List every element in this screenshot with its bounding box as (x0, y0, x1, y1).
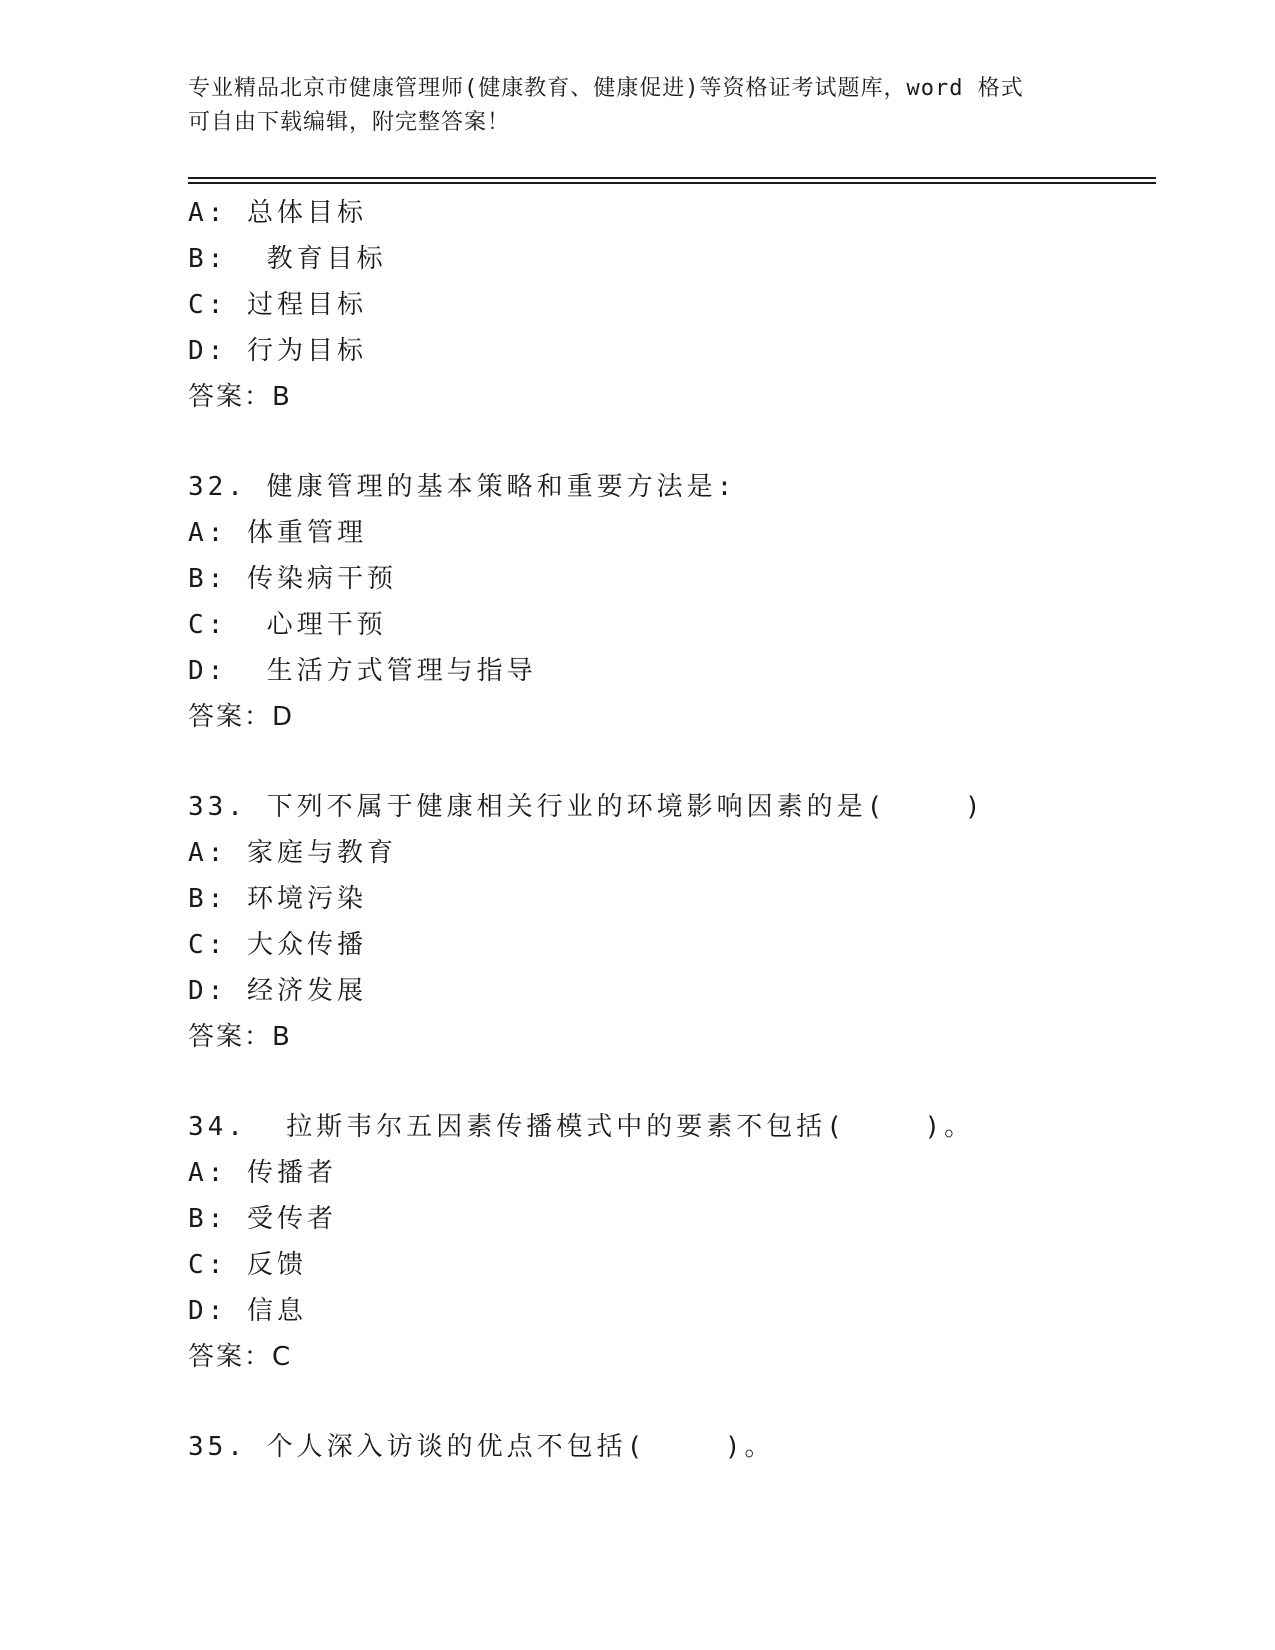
option-c: C: 大众传播 (188, 930, 367, 960)
question-35 (188, 1424, 1148, 1470)
option-a: A: 总体目标 (188, 198, 367, 228)
spacer (188, 1060, 1148, 1104)
option-d: D: 经济发展 (188, 976, 367, 1006)
header-line-2: 可自由下载编辑，附完整答案！ (188, 110, 511, 135)
option-c: C: 过程目标 (188, 290, 367, 320)
option-a: A: 家庭与教育 (188, 838, 397, 868)
spacer (188, 420, 1148, 464)
question-34 (188, 1104, 1148, 1380)
question-list (188, 190, 1148, 1470)
question-text: 35. 个人深入访谈的优点不包括( )。 (188, 1432, 775, 1462)
option-d: D: 信息 (188, 1296, 307, 1326)
spacer (188, 740, 1148, 784)
answer: 答案：D (188, 702, 295, 732)
option-b: B: 教育目标 (188, 244, 387, 274)
answer: 答案：C (188, 1342, 293, 1372)
option-a: A: 体重管理 (188, 518, 367, 548)
option-a: A: 传播者 (188, 1158, 337, 1188)
question-text: 33. 下列不属于健康相关行业的环境影响因素的是( ) (188, 792, 985, 822)
option-b: B: 受传者 (188, 1204, 337, 1234)
spacer (188, 1380, 1148, 1424)
question-32 (188, 464, 1148, 740)
header-rule-top (188, 177, 1156, 179)
option-c: C: 反馈 (188, 1250, 307, 1280)
question-text: 34. 拉斯韦尔五因素传播模式中的要素不包括( )。 (188, 1112, 975, 1142)
question-31 (188, 190, 1148, 420)
option-d: D: 生活方式管理与指导 (188, 656, 537, 686)
option-b: B: 传染病干预 (188, 564, 397, 594)
header-rule-bottom (188, 182, 1156, 184)
option-d: D: 行为目标 (188, 336, 367, 366)
header-line-1: 专业精品北京市健康管理师(健康教育、健康促进)等资格证考试题库，word 格式 (188, 76, 1024, 101)
question-33 (188, 784, 1148, 1060)
option-c: C: 心理干预 (188, 610, 387, 640)
option-b: B: 环境污染 (188, 884, 367, 914)
answer: 答案：B (188, 1022, 292, 1052)
answer: 答案：B (188, 382, 292, 412)
question-text: 32. 健康管理的基本策略和重要方法是: (188, 472, 737, 502)
document-header (188, 72, 1088, 140)
